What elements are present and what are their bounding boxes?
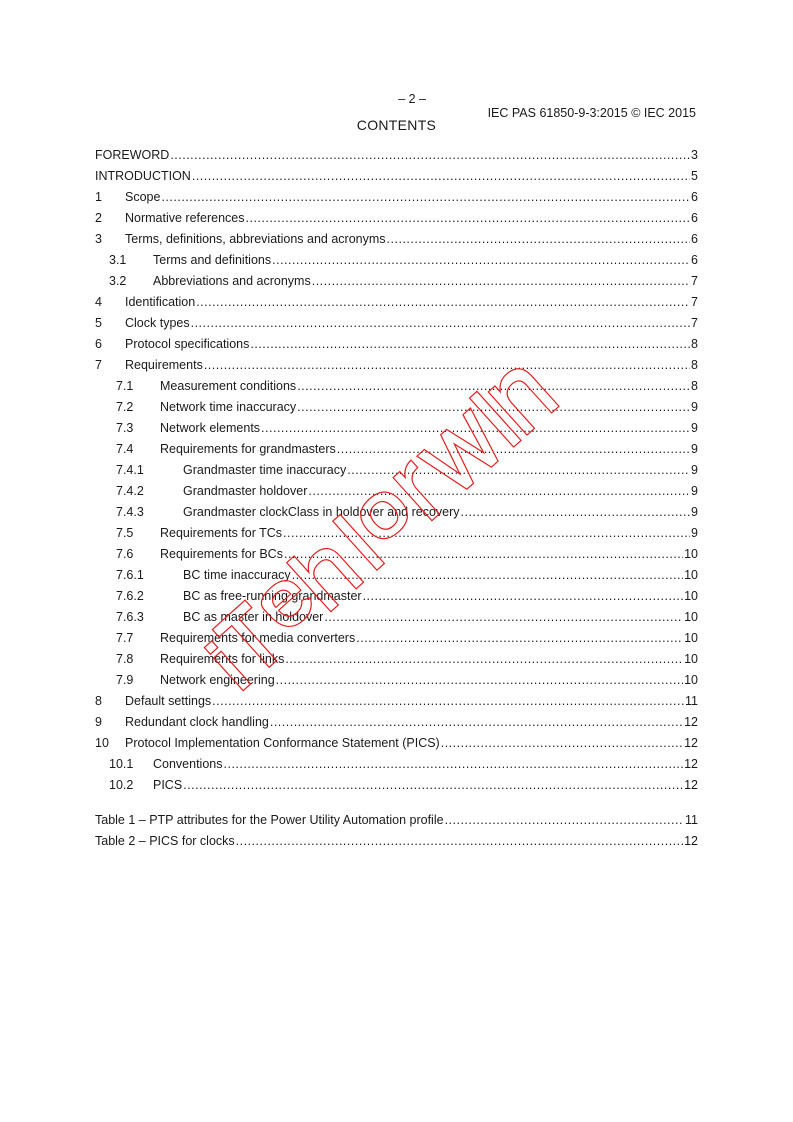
dot-leader [283,523,690,544]
toc-entry-number: 10.2 [109,778,134,792]
toc-entry-label: INTRODUCTION [95,169,191,183]
toc-entry-page: 6 [691,253,698,267]
toc-entry-label: Conventions [153,757,223,771]
toc-entry-label: Redundant clock handling [125,715,269,729]
toc-entry[interactable] [95,376,698,397]
toc-entry[interactable] [95,229,698,250]
toc-entry-number: 8 [95,694,102,708]
toc-entry-page: 9 [691,463,698,477]
toc-entry[interactable] [95,208,698,229]
toc-entry-page: 8 [691,379,698,393]
toc-entry-label: Clock types [125,316,190,330]
dot-leader [204,355,690,376]
toc-entry[interactable] [95,733,698,754]
toc-entry-number: 7.4 [116,442,134,456]
toc-entry-label: Grandmaster holdover [183,484,308,498]
list-of-tables-entry[interactable] [95,810,698,831]
dot-leader [191,313,690,334]
toc-entry-label: Protocol specifications [125,337,250,351]
toc-entry-label: Measurement conditions [160,379,297,393]
toc-entry-page: 9 [691,505,698,519]
toc-entry-label: Requirements [125,358,203,372]
toc-entry-label: Requirements for BCs [160,547,283,561]
toc-entry-number: 7.4.2 [116,484,144,498]
toc-entry-number: 4 [95,295,102,309]
toc-entry-label: Grandmaster time inaccuracy [183,463,347,477]
toc-entry-label: FOREWORD [95,148,170,162]
toc-entry-page: 11 [685,694,698,708]
dot-leader [183,775,683,796]
toc-entry-page: 12 [684,715,698,729]
toc-entry[interactable] [95,670,698,691]
toc-entry[interactable] [95,355,698,376]
toc-entry-label: Network elements [160,421,261,435]
toc-entry-number: 7.7 [116,631,134,645]
toc-entry-label: Normative references [125,211,245,225]
toc-entry-number: 7.8 [116,652,134,666]
page-title: CONTENTS [356,117,437,133]
toc-entry-label: Requirements for links [160,652,285,666]
toc-entry-number: 7.6.3 [116,610,144,624]
toc-entry-number: 2 [95,211,102,225]
toc-entry-label: BC time inaccuracy [183,568,291,582]
toc-entry[interactable] [95,712,698,733]
toc-entry-page: 9 [691,484,698,498]
dot-leader [272,250,690,271]
toc-entry-number: 7.6.1 [116,568,144,582]
toc-entry[interactable] [95,271,698,292]
toc-entry-number: 7.2 [116,400,134,414]
toc-entry-number: 1 [95,190,102,204]
toc-entry-page: 8 [691,337,698,351]
dot-leader [312,271,690,292]
toc-entry-page: 12 [684,834,698,848]
toc-entry-number: 3 [95,232,102,246]
toc-entry[interactable] [95,145,698,166]
toc-entry-label: Default settings [125,694,212,708]
toc-entry-number: 7 [95,358,102,372]
toc-entry[interactable] [95,544,698,565]
toc-entry-page: 10 [684,652,698,666]
dot-leader [224,754,684,775]
toc-entry-page: 11 [685,813,698,827]
toc-entry-number: 6 [95,337,102,351]
dot-leader [276,670,683,691]
dot-leader [250,334,690,355]
toc-entry[interactable] [95,250,698,271]
toc-entry-number: 10 [95,736,109,750]
toc-entry-page: 7 [691,316,698,330]
toc-entry-number: 7.9 [116,673,134,687]
toc-entry-page: 9 [691,421,698,435]
toc-entry[interactable] [95,313,698,334]
toc-entry-number: 7.3 [116,421,134,435]
page-header [0,78,696,120]
list-of-tables-entry[interactable] [95,831,698,852]
toc-entry-label: Abbreviations and acronyms [153,274,311,288]
dot-leader [324,607,683,628]
dot-leader [285,649,683,670]
toc-entry-label: Network engineering [160,673,275,687]
toc-entry-label: Terms and definitions [153,253,272,267]
toc-entry-page: 8 [691,358,698,372]
toc-entry[interactable] [95,292,698,313]
toc-entry[interactable] [95,586,698,607]
toc-entry-label: Scope [125,190,161,204]
toc-entry[interactable] [95,418,698,439]
dot-leader [356,628,683,649]
toc-entry-number: 3.2 [109,274,127,288]
toc-entry-page: 10 [684,589,698,603]
dot-leader [292,565,683,586]
toc-entry-number: 7.1 [116,379,134,393]
toc-entry-label: Grandmaster clockClass in holdover and recovery [183,505,460,519]
dot-leader [297,376,690,397]
toc-entry-label: Network time inaccuracy [160,400,297,414]
dot-leader [192,166,690,187]
dot-leader [308,481,690,502]
toc-entry-label: Terms, definitions, abbreviations and acronyms [125,232,386,246]
toc-entry[interactable] [95,691,698,712]
dot-leader [261,418,690,439]
toc-entry[interactable] [95,607,698,628]
dot-leader [196,292,690,313]
toc-entry-page: 3 [691,148,698,162]
toc-entry[interactable] [95,166,698,187]
toc-entry-number: 7.4.3 [116,505,144,519]
dot-leader [461,502,691,523]
toc-entry-page: 6 [691,190,698,204]
toc-entry-page: 12 [684,778,698,792]
page-number: – 2 – [398,92,426,106]
toc-entry[interactable] [95,460,698,481]
toc-entry-label: Requirements for grandmasters [160,442,336,456]
toc-entry-page: 10 [684,610,698,624]
toc-entry[interactable] [95,439,698,460]
toc-entry-label: Table 2 – PICS for clocks [95,834,235,848]
toc-entry-label: BC as master in holdover [183,610,324,624]
toc-entry[interactable] [95,334,698,355]
toc-entry-page: 10 [684,673,698,687]
table-of-contents [95,145,698,852]
toc-entry-page: 9 [691,442,698,456]
toc-entry[interactable] [95,649,698,670]
toc-entry-label: Table 1 – PTP attributes for the Power Utility Automation profile [95,813,444,827]
dot-leader [236,831,683,852]
document-id: IEC PAS 61850-9-3:2015 © IEC 2015 [487,106,696,120]
toc-entry[interactable] [95,775,698,796]
toc-entry-page: 10 [684,547,698,561]
dot-leader [170,145,690,166]
dot-leader [161,187,690,208]
dot-leader [284,544,683,565]
toc-entry-label: Identification [125,295,196,309]
toc-entry-number: 7.4.1 [116,463,144,477]
toc-entry-page: 9 [691,400,698,414]
toc-entry-page: 12 [684,736,698,750]
toc-entry[interactable] [95,397,698,418]
toc-entry-label: Requirements for media converters [160,631,356,645]
toc-entry[interactable] [95,523,698,544]
section-gap [95,796,698,810]
dot-leader [387,229,691,250]
dot-leader [347,460,690,481]
toc-entry[interactable] [95,628,698,649]
toc-entry-number: 5 [95,316,102,330]
dot-leader [270,712,683,733]
toc-entry-label: Protocol Implementation Conformance Statement (PICS) [125,736,440,750]
dot-leader [445,810,684,831]
toc-entry-page: 6 [691,211,698,225]
toc-entry-page: 5 [691,169,698,183]
toc-entry-number: 7.6.2 [116,589,144,603]
toc-entry[interactable] [95,502,698,523]
dot-leader [246,208,691,229]
toc-entry[interactable] [95,187,698,208]
toc-entry-page: 6 [691,232,698,246]
dot-leader [337,439,690,460]
toc-entry[interactable] [95,754,698,775]
toc-entry[interactable] [95,565,698,586]
dot-leader [441,733,683,754]
dot-leader [212,691,684,712]
toc-entry-page: 10 [684,568,698,582]
toc-entry-number: 3.1 [109,253,127,267]
toc-entry-page: 7 [691,295,698,309]
toc-entry-page: 7 [691,274,698,288]
toc-entry-page: 10 [684,631,698,645]
dot-leader [297,397,690,418]
toc-entry-number: 9 [95,715,102,729]
toc-entry[interactable] [95,481,698,502]
toc-entry-label: PICS [153,778,183,792]
toc-entry-number: 7.5 [116,526,134,540]
toc-entry-label: Requirements for TCs [160,526,283,540]
toc-entry-page: 9 [691,526,698,540]
toc-entry-page: 12 [684,757,698,771]
toc-entry-number: 10.1 [109,757,134,771]
toc-entry-number: 7.6 [116,547,134,561]
toc-entry-label: BC as free-running grandmaster [183,589,362,603]
dot-leader [363,586,684,607]
